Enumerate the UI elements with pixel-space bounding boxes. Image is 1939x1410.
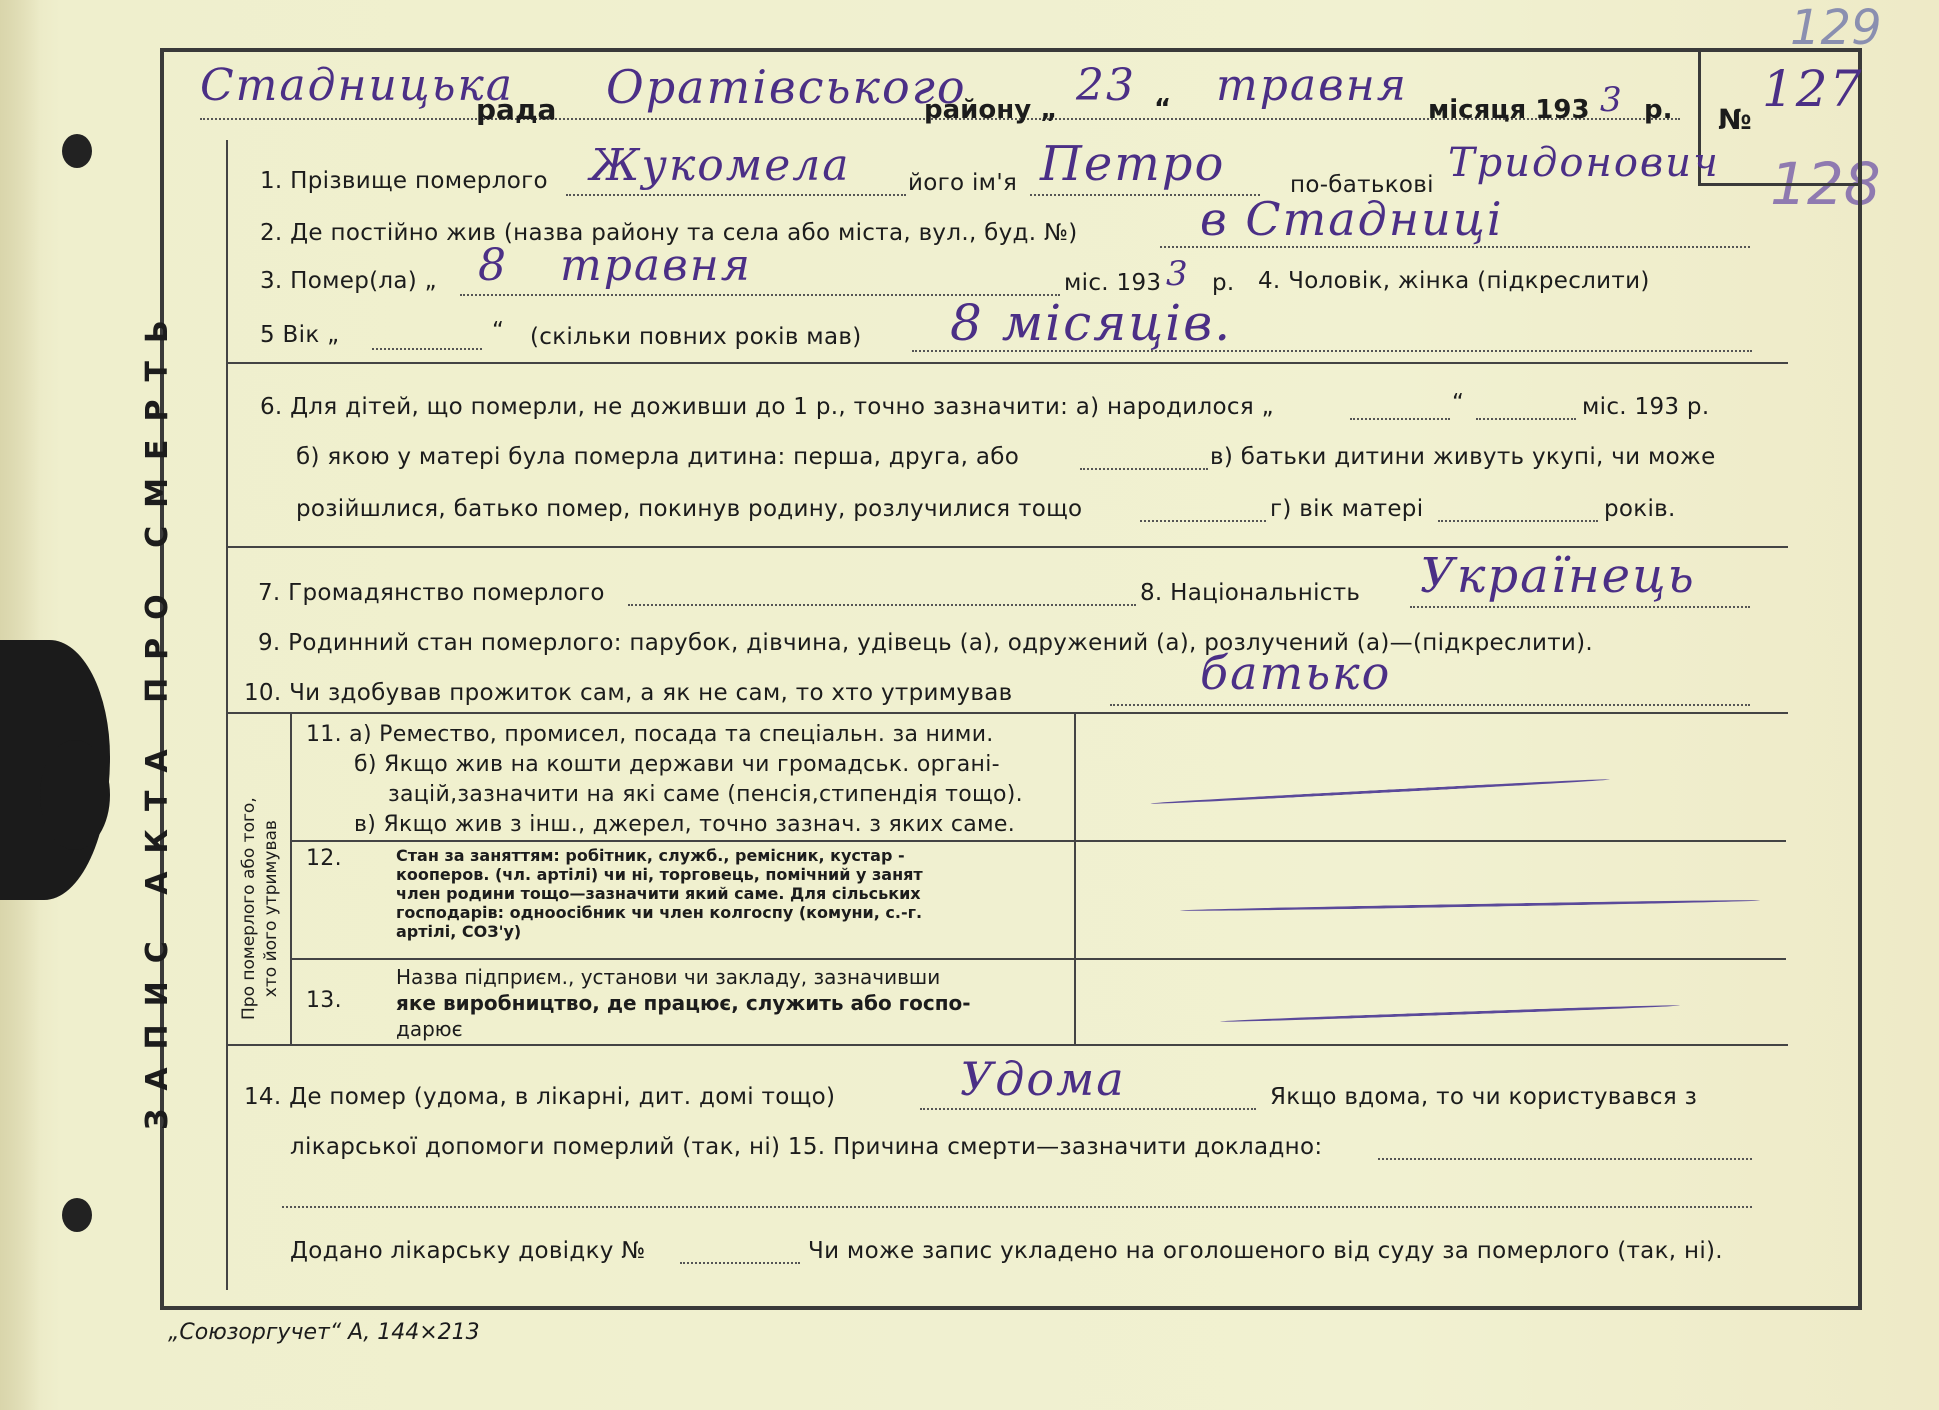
month-handwriting: травня: [1216, 60, 1408, 111]
f13-line: дарює: [396, 1017, 463, 1041]
court-label: Чи може запис укладено на оголошеного від суду за померлого (так, ні).: [808, 1238, 1723, 1264]
f6-line3c: років.: [1604, 496, 1676, 522]
f14-label: 14. Де помер (удома, в лікарні, дит. домі тощо): [244, 1084, 836, 1110]
name-handwriting: Петро: [1040, 136, 1226, 192]
section-divider: [228, 712, 1788, 714]
f1-name-label: його ім'я: [908, 170, 1018, 196]
residence-handwriting: в Стадниці: [1200, 192, 1504, 246]
table-rule: [290, 958, 1786, 960]
f9-label: 9. Родинний стан померлого: парубок, дівчина, удівець (а), одружений (а), розлучений (а)—(підкреслити).: [258, 630, 1594, 656]
f6-line: [1350, 418, 1450, 420]
f12-text: [396, 846, 923, 941]
f3-mis-label: міс. 193: [1064, 270, 1162, 296]
surname-handwriting: Жукомела: [590, 140, 851, 191]
year-handwriting: 3: [1600, 80, 1624, 120]
f6-line: [1476, 418, 1576, 420]
punch-hole: [62, 134, 92, 168]
f5-line: [372, 348, 482, 350]
death-day-handwriting: 8: [478, 240, 508, 291]
f12-line: кооперов. (чл. артілі) чи ні, торговець, помічний у занят: [396, 865, 923, 884]
f1-label: 1. Прізвище померлого: [260, 168, 548, 194]
f13-number: 13.: [306, 988, 342, 1013]
year-suffix: р.: [1644, 95, 1673, 125]
f7-label: 7. Громадянство померлого: [258, 580, 605, 606]
side-note: [238, 797, 282, 1020]
f6-line2b: в) батьки дитини живуть укупі, чи може: [1210, 444, 1716, 470]
number-handwriting: 127: [1762, 60, 1864, 118]
f6-quote: “: [1452, 390, 1465, 416]
ink-stain: [40, 740, 110, 850]
council-label: рада: [476, 93, 557, 126]
corner-number-top: 129: [1790, 0, 1882, 56]
f10-line: [1110, 704, 1750, 706]
f6-line1: 6. Для дітей, що померли, не доживши до 1 р., точно зазначити: а) народилося „: [260, 394, 1274, 420]
f3-year-suffix: р.: [1212, 270, 1235, 296]
f1-patronymic-label: по-батькові: [1290, 172, 1434, 198]
corner-number-right: 128: [1770, 150, 1881, 218]
punch-hole: [62, 1198, 92, 1232]
f11-a: 11. а) Ремество, промисел, посада та спеціальн. за ними.: [306, 722, 994, 747]
f12-number: 12.: [306, 846, 342, 871]
district-label: району „: [924, 95, 1058, 125]
f6-line2a: б) якою у матері була померла дитина: перша, друга, або: [296, 444, 1020, 470]
death-month-handwriting: травня: [560, 240, 752, 291]
f5-note: (скільки повних років мав): [530, 324, 862, 350]
table-rule: [290, 714, 292, 1044]
council-handwriting: Стадницька: [200, 60, 514, 111]
supporter-handwriting: батько: [1200, 646, 1392, 700]
nationality-handwriting: Українець: [1420, 548, 1696, 604]
f15-line: лікарської допомоги померлий (так, ні) 15. Причина смерти—зазначити докладно:: [290, 1134, 1323, 1160]
f6-line1-end: міс. 193 р.: [1582, 394, 1710, 420]
f13-text: [396, 964, 971, 1042]
f15-answer-line: [282, 1206, 1752, 1208]
f2-line: [1160, 246, 1750, 248]
certificate-line: [680, 1262, 800, 1264]
certificate-label: Додано лікарську довідку №: [290, 1238, 646, 1264]
f11-b2: зацій,зазначити на які саме (пенсія,стипендія тощо).: [388, 782, 1023, 807]
place-of-death-handwriting: Удома: [960, 1052, 1126, 1106]
number-label: №: [1718, 103, 1752, 136]
f8-line: [1410, 606, 1750, 608]
month-label: місяця 193: [1428, 95, 1590, 125]
f4-label: 4. Чоловік, жінка (підкреслити): [1258, 268, 1650, 294]
f10-label: 10. Чи здобував прожиток сам, а як не сам, то хто утримував: [244, 680, 1013, 706]
f12-line: член родини тощо—зазначити який саме. Для сільських: [396, 884, 921, 903]
table-rule: [1074, 714, 1076, 1044]
f1-line: [566, 194, 906, 196]
f14-tail: Якщо вдома, то чи користувався з: [1270, 1084, 1698, 1110]
quote-mark: “: [1154, 94, 1172, 124]
f2-label: 2. Де постійно жив (назва району та села або міста, вул., буд. №): [260, 220, 1078, 246]
f11-c: в) Якщо жив з інш., джерел, точно зазнач. з яких саме.: [354, 812, 1016, 837]
side-note-line: хто його утримував: [261, 820, 281, 998]
f6-line3a: розійшлися, батько помер, покинув родину, розлучилися тощо: [296, 496, 1083, 522]
f12-line: господарів: одноосібник чи член колгоспу (комуни, с.-г.: [396, 903, 923, 922]
f12-line: Стан за заняттям: робітник, служб., ремісник, кустар -: [396, 846, 905, 865]
day-handwriting: 23: [1076, 60, 1136, 111]
f6-line3b: г) вік матері: [1270, 496, 1424, 522]
f7-line: [628, 604, 1136, 606]
f6-line: [1438, 520, 1598, 522]
printer-mark: „Союзоргучет“ А, 144×213: [168, 1320, 480, 1345]
f6-line: [1140, 520, 1266, 522]
f11-b1: б) Якщо жив на кошти держави чи громадськ. органі-: [354, 752, 1000, 777]
side-title: ЗАПИС АКТА ПРО СМЕРТЬ: [140, 302, 175, 1130]
f6-line: [1080, 468, 1208, 470]
inner-left-rule: [226, 140, 228, 1290]
table-rule: [290, 840, 1786, 842]
f13-line: Назва підприєм., установи чи закладу, зазначивши: [396, 965, 941, 989]
patronymic-handwriting: Тридонович: [1448, 140, 1720, 186]
f15-answer-line: [1378, 1158, 1752, 1160]
f8-label: 8. Національність: [1140, 580, 1361, 606]
f14-line: [920, 1108, 1256, 1110]
f5-quote: “: [492, 318, 505, 344]
f3-label: 3. Помер(ла) „: [260, 268, 437, 294]
section-divider: [228, 1044, 1788, 1046]
section-divider: [228, 362, 1788, 364]
side-note-line: Про померлого або того,: [239, 797, 259, 1020]
death-year-handwriting: 3: [1166, 254, 1190, 294]
district-handwriting: Оратівського: [606, 60, 967, 114]
f13-line: яке виробництво, де працює, служить або госпо-: [396, 991, 971, 1015]
f5-label: 5 Вік „: [260, 322, 340, 348]
age-handwriting: 8 місяців.: [950, 294, 1233, 352]
f12-line: артілі, СОЗ'у): [396, 922, 522, 941]
